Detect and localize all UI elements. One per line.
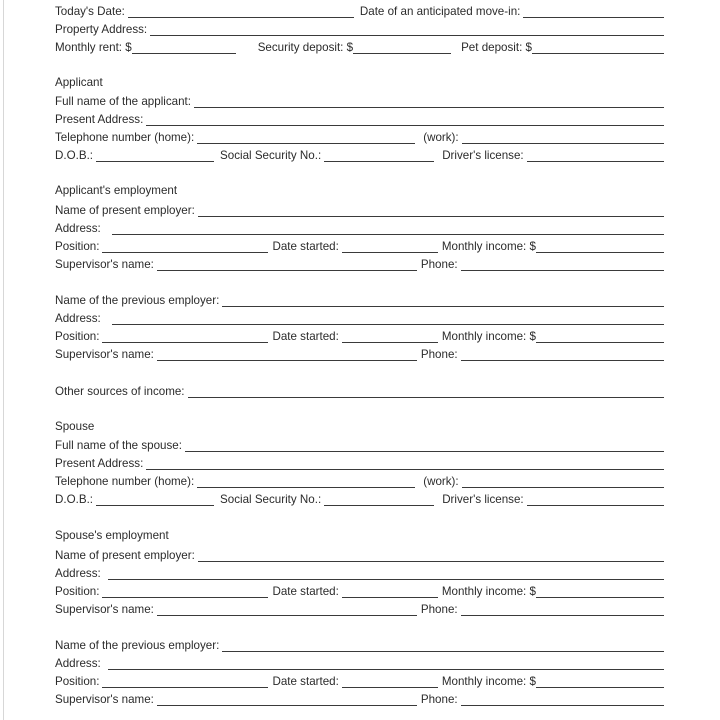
applicant-previous-date-started-field[interactable] (342, 331, 438, 343)
applicant-previous-employer-label: Name of the previous employer: (55, 294, 220, 307)
applicant-present-address-label: Present Address: (55, 113, 144, 126)
applicant-drivers-license-label: Driver's license: (442, 149, 524, 162)
applicant-row-ids (55, 147, 664, 163)
applicant-supervisor-field[interactable] (157, 259, 417, 271)
applicant-present-employer-label: Name of present employer: (55, 204, 195, 217)
applicant-full-name-label: Full name of the applicant: (55, 95, 191, 108)
applicant-telephone-home-label: Telephone number (home): (55, 131, 195, 144)
applicant-employment-row-address (55, 220, 664, 236)
applicant-previous-row-supervisor (55, 346, 664, 362)
applicant-position-label: Position: (55, 240, 100, 253)
spouse-present-employer-field[interactable] (198, 550, 664, 562)
pet-deposit-field[interactable] (532, 42, 664, 54)
spouse-position-field[interactable] (102, 586, 268, 598)
spouse-employer-address-field[interactable] (108, 568, 664, 580)
applicant-previous-position-field[interactable] (102, 331, 268, 343)
applicant-ssn-label: Social Security No.: (220, 149, 322, 162)
applicant-previous-row-address (55, 310, 664, 326)
spouse-employment-row-employer (55, 547, 664, 563)
applicant-previous-phone-field[interactable] (461, 349, 664, 361)
spouse-previous-address-label: Address: (55, 657, 101, 670)
applicant-previous-monthly-income-field[interactable] (536, 331, 664, 343)
applicant-date-started-field[interactable] (342, 241, 438, 253)
spouse-previous-monthly-income-field[interactable] (536, 676, 664, 688)
applicant-employer-address-field[interactable] (112, 223, 664, 235)
pet-deposit-label: Pet deposit: $ (461, 41, 532, 54)
monthly-rent-field[interactable] (132, 42, 236, 54)
applicant-position-field[interactable] (102, 241, 268, 253)
spouse-supervisor-field[interactable] (157, 604, 417, 616)
applicant-supervisor-phone-field[interactable] (461, 259, 664, 271)
applicant-employment-row-position (55, 238, 664, 254)
spouse-telephone-work-label: (work): (423, 475, 459, 488)
spouse-previous-date-started-label: Date started: (272, 675, 339, 688)
spouse-employer-address-label: Address: (55, 567, 101, 580)
applicant-row-telephone (55, 129, 664, 145)
property-address-label: Property Address: (55, 23, 148, 36)
applicant-employment-heading: Applicant's employment (55, 184, 178, 197)
applicant-previous-position-label: Position: (55, 330, 100, 343)
spouse-dob-field[interactable] (96, 494, 214, 506)
spouse-full-name-label: Full name of the spouse: (55, 439, 182, 452)
applicant-row-name (55, 93, 664, 109)
spouse-drivers-license-label: Driver's license: (442, 493, 524, 506)
applicant-ssn-field[interactable] (324, 150, 434, 162)
applicant-previous-monthly-income-label: Monthly income: $ (441, 330, 536, 343)
spouse-previous-position-label: Position: (55, 675, 100, 688)
applicant-telephone-home-field[interactable] (197, 132, 415, 144)
applicant-present-employer-field[interactable] (198, 205, 664, 217)
applicant-row-address (55, 111, 664, 127)
todays-date-field[interactable] (128, 6, 354, 18)
other-income-row (55, 383, 664, 399)
spouse-previous-date-started-field[interactable] (342, 676, 438, 688)
applicant-monthly-income-field[interactable] (536, 241, 664, 253)
security-deposit-field[interactable] (353, 42, 451, 54)
spouse-present-address-field[interactable] (146, 458, 664, 470)
applicant-date-started-label: Date started: (272, 240, 339, 253)
spouse-ssn-field[interactable] (324, 494, 434, 506)
property-address-field[interactable] (150, 24, 664, 36)
applicant-previous-row-employer (55, 292, 664, 308)
spouse-previous-row-supervisor (55, 691, 664, 707)
spouse-row-name (55, 437, 664, 453)
applicant-previous-employer-field[interactable] (222, 295, 664, 307)
spouse-full-name-field[interactable] (185, 440, 664, 452)
spouse-row-telephone (55, 473, 664, 489)
spouse-row-address (55, 455, 664, 471)
todays-date-label: Today's Date: (55, 5, 125, 18)
spouse-previous-supervisor-field[interactable] (157, 694, 417, 706)
applicant-telephone-work-field[interactable] (462, 132, 664, 144)
applicant-full-name-field[interactable] (194, 96, 664, 108)
spouse-previous-row-position (55, 673, 664, 689)
move-in-date-field[interactable] (523, 6, 664, 18)
applicant-previous-address-label: Address: (55, 312, 101, 325)
applicant-present-address-field[interactable] (146, 114, 664, 126)
applicant-employment-row-employer (55, 202, 664, 218)
spouse-previous-address-field[interactable] (108, 658, 664, 670)
other-income-field[interactable] (188, 386, 664, 398)
applicant-previous-phone-label: Phone: (420, 348, 458, 361)
applicant-previous-address-field[interactable] (112, 313, 664, 325)
spouse-employment-heading: Spouse's employment (55, 529, 169, 542)
spouse-employment-row-address (55, 565, 664, 581)
spouse-telephone-home-field[interactable] (197, 476, 415, 488)
monthly-rent-label: Monthly rent: $ (55, 41, 132, 54)
applicant-previous-date-started-label: Date started: (272, 330, 339, 343)
spouse-dob-label: D.O.B.: (55, 493, 94, 506)
applicant-previous-row-position (55, 328, 664, 344)
spouse-drivers-license-field[interactable] (527, 494, 664, 506)
spouse-telephone-work-field[interactable] (462, 476, 664, 488)
spouse-previous-employer-field[interactable] (222, 640, 664, 652)
spouse-position-label: Position: (55, 585, 100, 598)
spouse-supervisor-label: Supervisor's name: (55, 603, 154, 616)
applicant-telephone-work-label: (work): (423, 131, 459, 144)
spouse-previous-monthly-income-label: Monthly income: $ (441, 675, 536, 688)
spouse-previous-phone-field[interactable] (461, 694, 664, 706)
spouse-employment-row-position (55, 583, 664, 599)
header-row-property (55, 21, 664, 37)
spouse-present-address-label: Present Address: (55, 457, 144, 470)
security-deposit-label: Security deposit: $ (257, 41, 354, 54)
applicant-supervisor-phone-label: Phone: (420, 258, 458, 271)
spouse-previous-employer-label: Name of the previous employer: (55, 639, 220, 652)
spouse-row-ids (55, 491, 664, 507)
spouse-supervisor-phone-label: Phone: (420, 603, 458, 616)
spouse-date-started-label: Date started: (272, 585, 339, 598)
page-edge-divider (3, 0, 4, 720)
applicant-previous-supervisor-label: Supervisor's name: (55, 348, 154, 361)
spouse-date-started-field[interactable] (342, 586, 438, 598)
applicant-drivers-license-field[interactable] (527, 150, 664, 162)
move-in-date-label: Date of an anticipated move-in: (359, 5, 521, 18)
other-income-label: Other sources of income: (55, 385, 185, 398)
applicant-dob-field[interactable] (96, 150, 214, 162)
applicant-employment-row-supervisor (55, 256, 664, 272)
applicant-heading: Applicant (55, 76, 103, 89)
spouse-previous-row-employer (55, 637, 664, 653)
applicant-supervisor-label: Supervisor's name: (55, 258, 154, 271)
applicant-previous-supervisor-field[interactable] (157, 349, 417, 361)
spouse-employment-row-supervisor (55, 601, 664, 617)
applicant-monthly-income-label: Monthly income: $ (441, 240, 536, 253)
spouse-heading: Spouse (55, 420, 95, 433)
header-row-deposits (55, 39, 664, 55)
header-row-dates (55, 3, 664, 19)
spouse-monthly-income-field[interactable] (536, 586, 664, 598)
spouse-present-employer-label: Name of present employer: (55, 549, 195, 562)
spouse-previous-phone-label: Phone: (420, 693, 458, 706)
spouse-ssn-label: Social Security No.: (220, 493, 322, 506)
spouse-telephone-home-label: Telephone number (home): (55, 475, 195, 488)
spouse-previous-position-field[interactable] (102, 676, 268, 688)
spouse-supervisor-phone-field[interactable] (461, 604, 664, 616)
applicant-dob-label: D.O.B.: (55, 149, 94, 162)
applicant-employer-address-label: Address: (55, 222, 101, 235)
spouse-previous-row-address (55, 655, 664, 671)
spouse-monthly-income-label: Monthly income: $ (441, 585, 536, 598)
spouse-previous-supervisor-label: Supervisor's name: (55, 693, 154, 706)
